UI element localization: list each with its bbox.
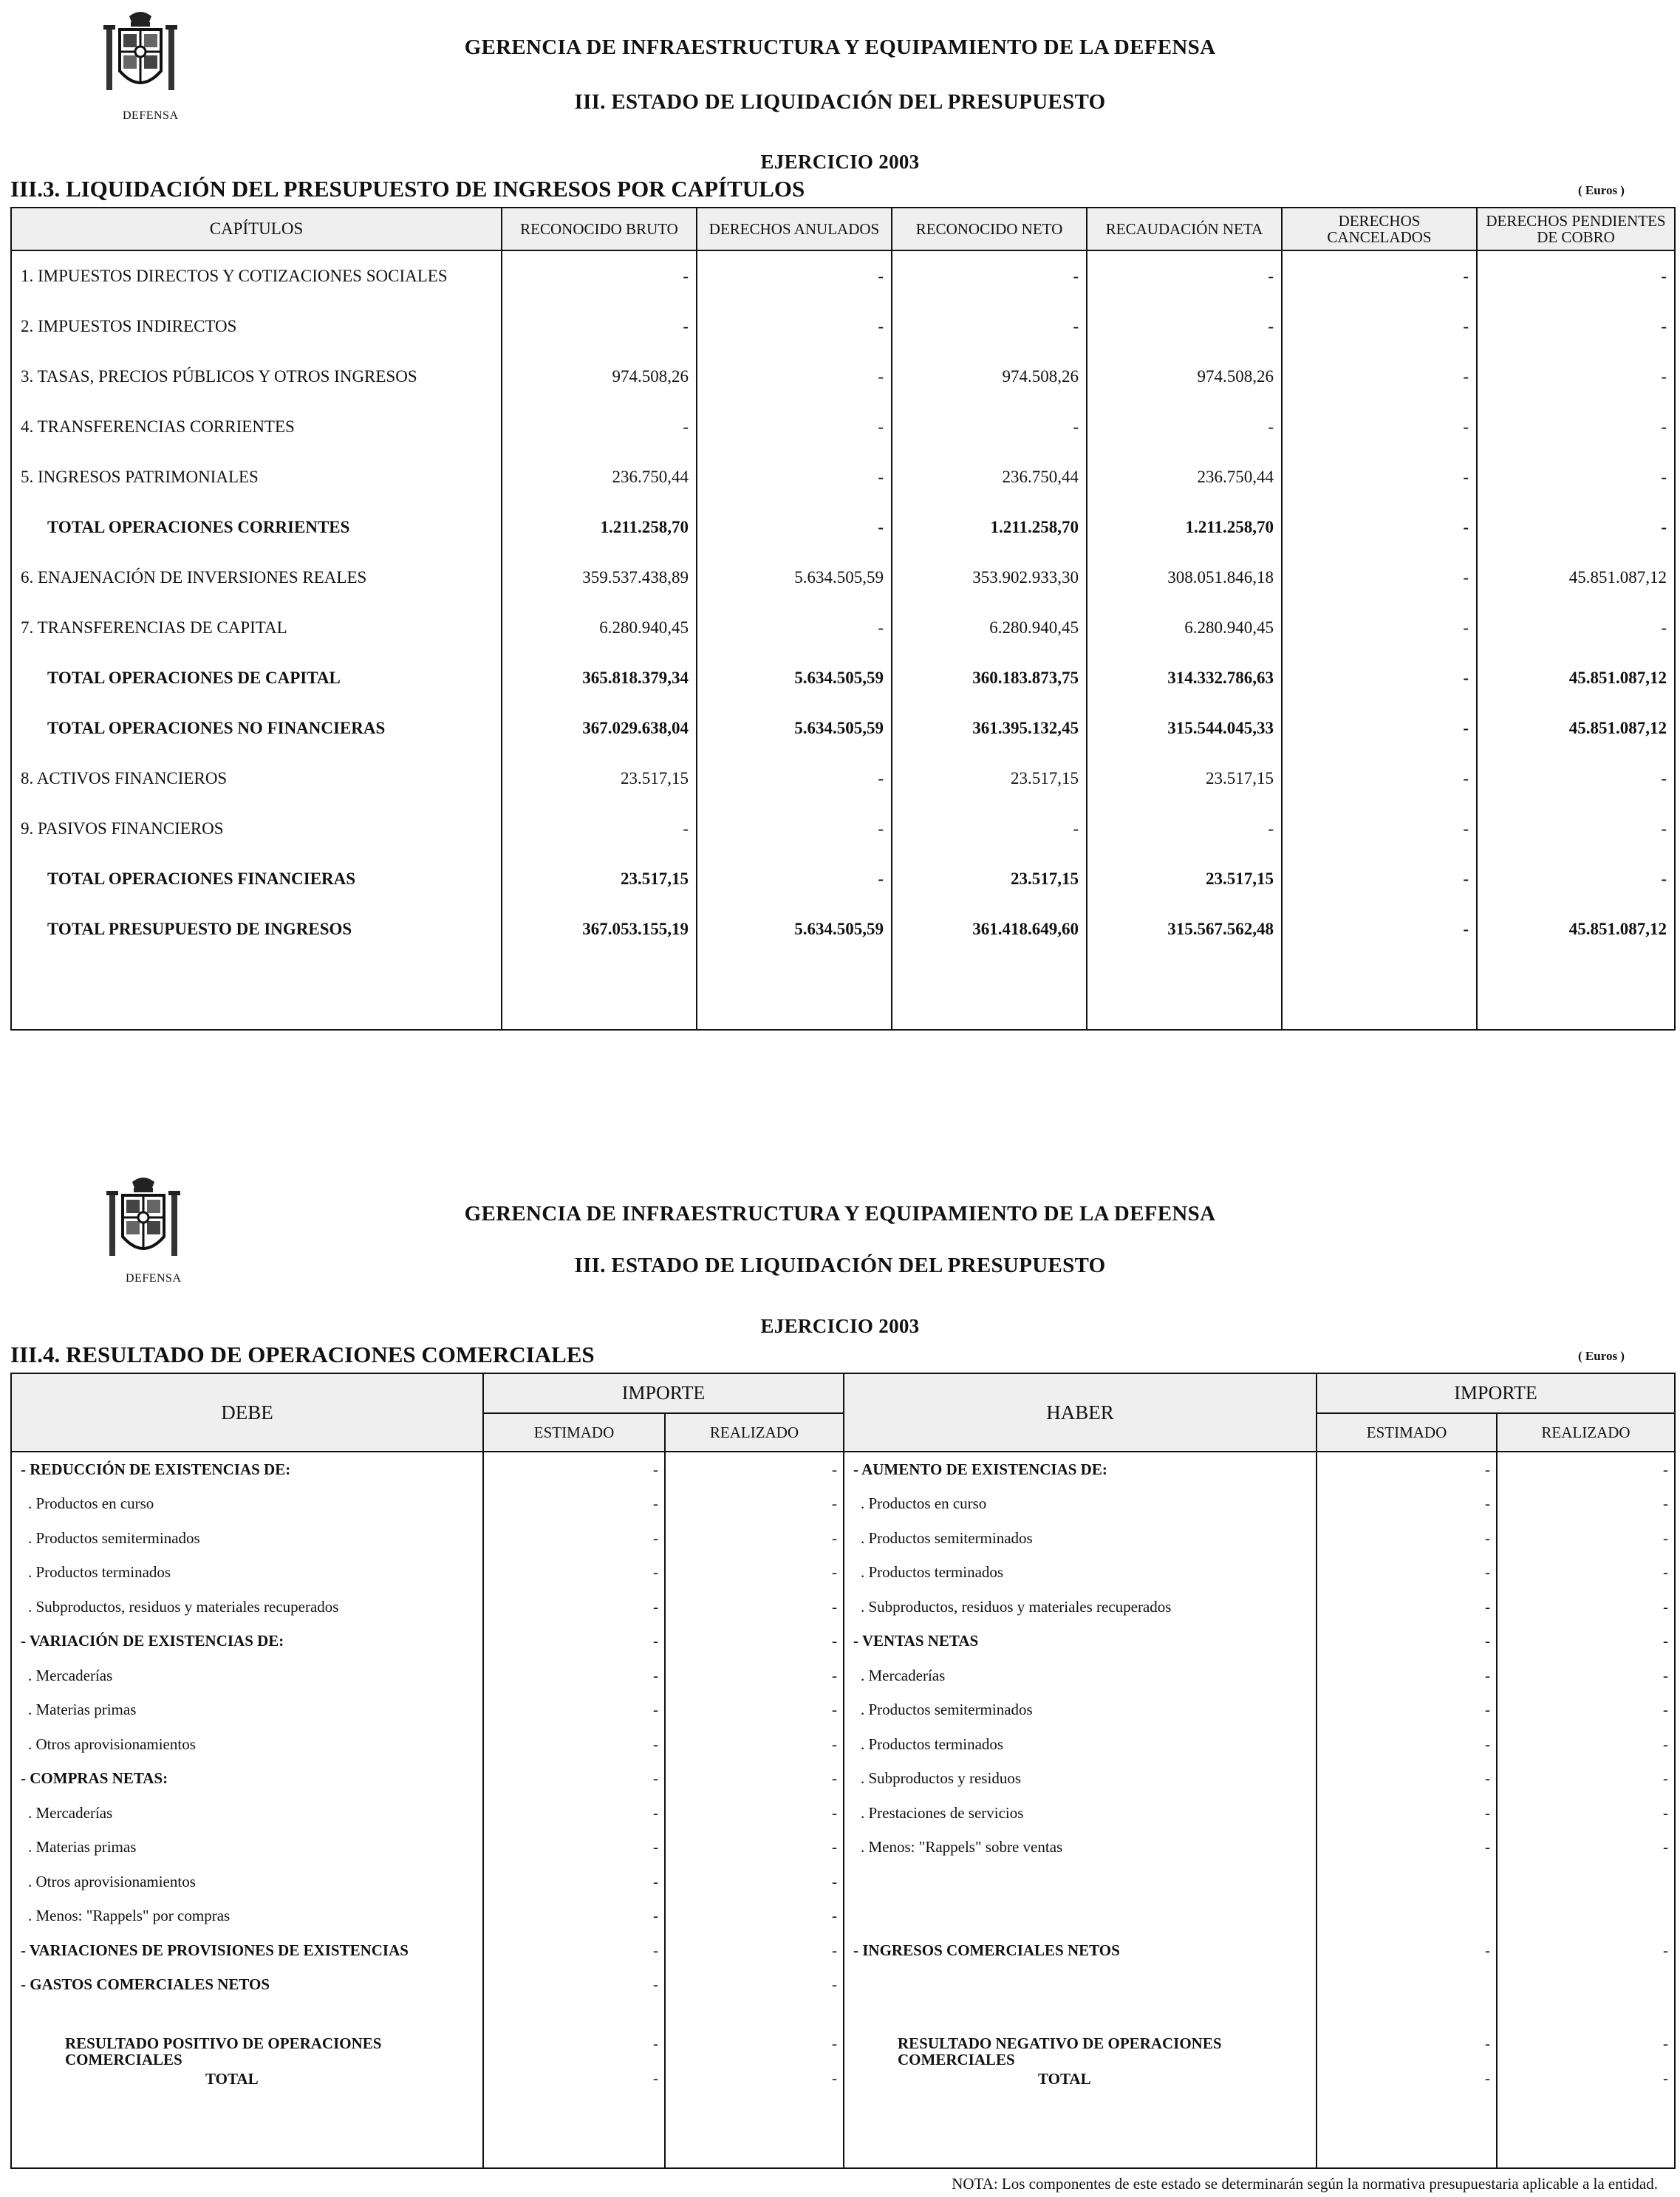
result-label: RESULTADO NEGATIVO DE OPERACIONES COMERCIALES [898,2034,1222,2068]
cell-value: - [697,452,892,502]
cell-value: 314.332.786,63 [1087,653,1282,703]
result-value: - [1485,2034,1490,2052]
row-label: 6. ENAJENACIÓN DE INVERSIONES REALES [11,553,502,603]
income-budget-table [10,207,1676,1031]
debe-estimado-value: - [483,1521,665,1556]
cell-value: - [1477,754,1675,804]
cell-value: 365.818.379,34 [502,653,697,703]
column-header: DERECHOS PENDIENTES DE COBRO [1477,208,1675,250]
cell-value: 5.634.505,59 [697,653,892,703]
debe-estimado-value: - [483,1762,665,1797]
debe-estimado-value: - [483,1556,665,1590]
table-row [11,1624,1675,1659]
empty-cell [892,954,1087,1030]
cell-value: 361.395.132,45 [892,703,1087,754]
table-row [11,904,1675,954]
haber-estimado-value: - [1317,1831,1497,1865]
cell-value: 6.280.940,45 [892,603,1087,653]
cell-value: 23.517,15 [892,754,1087,804]
haber-realizado-value [1497,1899,1675,1934]
total-label: TOTAL [1038,2070,1091,2088]
cell-value: - [502,402,697,452]
cell-value: - [1282,402,1477,452]
cell-value: - [1477,603,1675,653]
cell-value: - [1477,502,1675,553]
empty-cell [502,954,697,1030]
table-row [11,250,1675,301]
cell-value: 23.517,15 [1087,854,1282,904]
haber-realizado-value: - [1497,1831,1675,1865]
cell-value: 6.280.940,45 [1087,603,1282,653]
haber-realizado-value [1497,1968,1675,2003]
haber-label: . Menos: "Rappels" sobre ventas [844,1831,1317,1865]
cell-value: 367.029.638,04 [502,703,697,754]
cell-value: - [892,250,1087,301]
cell-value: 6.280.940,45 [502,603,697,653]
debe-realizado-value: - [665,1556,844,1590]
cell-value: 5.634.505,59 [697,904,892,954]
table-header-row [11,208,1675,250]
debe-label: . Productos terminados [11,1556,483,1590]
haber-label [844,1968,1317,2003]
haber-label: . Subproductos, residuos y materiales recuperados [844,1590,1317,1624]
debe-estimado-value: - [483,1624,665,1659]
haber-realizado-value: - [1497,1624,1675,1659]
total-value: - [832,2069,837,2087]
column-header: DERECHOS CANCELADOS [1282,208,1477,250]
table-row [11,402,1675,452]
debe-estimado-value: - [483,1968,665,2003]
table-row [11,553,1675,603]
column-header: RECONOCIDO BRUTO [502,208,697,250]
row-label: 5. INGRESOS PATRIMONIALES [11,452,502,502]
realizado-header: REALIZADO [1497,1413,1675,1452]
estimado-header: ESTIMADO [1317,1413,1497,1452]
debe-realizado-value: - [665,1624,844,1659]
organization-title: GERENCIA DE INFRAESTRUCTURA Y EQUIPAMIENTO DE LA DEFENSA [464,1202,1216,1226]
result-value: - [832,2034,837,2052]
table-row [11,1899,1675,1934]
section-title: III.3. LIQUIDACIÓN DEL PRESUPUESTO DE INGRESOS POR CAPÍTULOS [10,176,805,202]
debe-label: . Mercaderías [11,1796,483,1831]
debe-label: . Menos: "Rappels" por compras [11,1899,483,1934]
haber-realizado-value: - [1497,1556,1675,1590]
cell-value: - [697,301,892,352]
cell-value: - [1282,804,1477,854]
cell-value: - [1087,804,1282,854]
importe-header: IMPORTE [483,1373,844,1413]
haber-estimado-value: - [1317,1487,1497,1522]
haber-realizado-value: - [1497,1590,1675,1624]
debe-header: DEBE [11,1373,483,1452]
filler-row [11,2097,1675,2168]
table-row [11,854,1675,904]
row-label: 9. PASIVOS FINANCIEROS [11,804,502,854]
report-subtitle: III. ESTADO DE LIQUIDACIÓN DEL PRESUPUESTO [574,1254,1106,1277]
cell-value: - [697,502,892,553]
column-header: DERECHOS ANULADOS [697,208,892,250]
haber-estimado-value: - [1317,1624,1497,1659]
debe-estimado-value: - [483,1487,665,1522]
row-label: TOTAL OPERACIONES DE CAPITAL [11,653,502,703]
debe-realizado-value: - [665,1658,844,1693]
table-row [11,1590,1675,1624]
cell-value: - [502,804,697,854]
row-label: 1. IMPUESTOS DIRECTOS Y COTIZACIONES SOCIALES [11,250,502,301]
column-header: RECONOCIDO NETO [892,208,1087,250]
cell-value: 1.211.258,70 [502,502,697,553]
cell-value: 45.851.087,12 [1477,904,1675,954]
cell-value: 5.634.505,59 [697,553,892,603]
haber-estimado-value: - [1317,1933,1497,1968]
empty-cell [11,954,502,1030]
empty-cell [11,2002,483,2026]
debe-estimado-value: - [483,1831,665,1865]
debe-estimado-value: - [483,1865,665,1899]
cell-value: - [1087,250,1282,301]
row-label: TOTAL PRESUPUESTO DE INGRESOS [11,904,502,954]
cell-value: 359.537.438,89 [502,553,697,603]
result-value: - [653,2034,658,2052]
debe-label: . Subproductos, residuos y materiales recuperados [11,1590,483,1624]
debe-label: . Materias primas [11,1693,483,1728]
row-label: TOTAL OPERACIONES NO FINANCIERAS [11,703,502,754]
empty-cell [844,2097,1317,2168]
debe-realizado-value: - [665,1727,844,1762]
cell-value: 236.750,44 [1087,452,1282,502]
cell-value: 236.750,44 [892,452,1087,502]
debe-realizado-value: - [665,1590,844,1624]
debe-realizado-value: - [665,1933,844,1968]
cell-value: - [697,402,892,452]
debe-label: . Productos en curso [11,1487,483,1522]
debe-realizado-value: - [665,1865,844,1899]
cell-value: - [1282,250,1477,301]
haber-realizado-value: - [1497,1796,1675,1831]
result-value: - [1663,2034,1668,2052]
debe-label: - COMPRAS NETAS: [11,1762,483,1797]
cell-value: 974.508,26 [1087,352,1282,402]
table-row [11,1452,1675,1487]
cell-value: - [1282,904,1477,954]
table-row [11,804,1675,854]
cell-value: - [892,804,1087,854]
haber-realizado-value: - [1497,1693,1675,1728]
table-row [11,1968,1675,2003]
haber-header: HABER [844,1373,1317,1452]
empty-cell [1497,2002,1675,2026]
table-row [11,352,1675,402]
result-cell [11,2026,483,2097]
debe-estimado-value: - [483,1452,665,1487]
debe-realizado-value: - [665,1796,844,1831]
empty-cell [1317,2097,1497,2168]
haber-estimado-value: - [1317,1796,1497,1831]
debe-realizado-value: - [665,1968,844,2003]
debe-estimado-value: - [483,1590,665,1624]
haber-label: . Subproductos y residuos [844,1762,1317,1797]
row-label: TOTAL OPERACIONES CORRIENTES [11,502,502,553]
cell-value: - [1282,452,1477,502]
cell-value: - [1477,301,1675,352]
debe-label: - REDUCCIÓN DE EXISTENCIAS DE: [11,1452,483,1487]
debe-realizado-value: - [665,1521,844,1556]
haber-realizado-value: - [1497,1658,1675,1693]
empty-cell [1282,954,1477,1030]
table-row [11,1831,1675,1865]
filler-row [11,954,1675,1030]
debe-estimado-value: - [483,1899,665,1934]
cell-value: - [1477,402,1675,452]
fiscal-year: EJERCICIO 2003 [760,1315,920,1337]
table-row [11,301,1675,352]
haber-label: . Productos semiterminados [844,1521,1317,1556]
logo-label: DEFENSA [126,1272,182,1285]
cell-value: 1.211.258,70 [1087,502,1282,553]
cell-value: - [1282,502,1477,553]
cell-value: 360.183.873,75 [892,653,1087,703]
debe-estimado-value: - [483,1933,665,1968]
haber-realizado-value: - [1497,1487,1675,1522]
haber-realizado-value: - [1497,1933,1675,1968]
cell-value: - [1282,703,1477,754]
cell-value: 353.902.933,30 [892,553,1087,603]
haber-estimado-value: - [1317,1521,1497,1556]
haber-estimado-value: - [1317,1762,1497,1797]
cell-value: - [1477,352,1675,402]
result-value-cell [1317,2026,1497,2097]
haber-estimado-value [1317,1968,1497,2003]
cell-value: - [1477,804,1675,854]
empty-cell [11,2097,483,2168]
haber-estimado-value: - [1317,1556,1497,1590]
cell-value: - [1282,754,1477,804]
cell-value: - [1282,854,1477,904]
debe-label: - GASTOS COMERCIALES NETOS [11,1968,483,2003]
table-row [11,1865,1675,1899]
table-row [11,603,1675,653]
report-subtitle: III. ESTADO DE LIQUIDACIÓN DEL PRESUPUESTO [574,90,1106,114]
column-header: CAPÍTULOS [11,208,502,250]
empty-cell [697,954,892,1030]
haber-estimado-value [1317,1865,1497,1899]
footnote: NOTA: Los componentes de este estado se determinarán según la normativa presupuestaria aplicable a la entidad. [952,2175,1658,2193]
haber-realizado-value: - [1497,1452,1675,1487]
commercial-operations-table [10,1373,1676,2169]
cell-value: - [1477,854,1675,904]
table-row [11,703,1675,754]
debe-realizado-value: - [665,1831,844,1865]
result-row [11,2026,1675,2097]
cell-value: 23.517,15 [892,854,1087,904]
result-value-cell [1497,2026,1675,2097]
haber-estimado-value: - [1317,1590,1497,1624]
debe-label: . Materias primas [11,1831,483,1865]
result-cell [844,2026,1317,2097]
cell-value: 308.051.846,18 [1087,553,1282,603]
cell-value: - [1087,402,1282,452]
haber-realizado-value: - [1497,1762,1675,1797]
total-value: - [653,2069,658,2087]
table-row [11,1521,1675,1556]
cell-value: 361.418.649,60 [892,904,1087,954]
haber-label: . Productos terminados [844,1727,1317,1762]
debe-label: . Mercaderías [11,1658,483,1693]
cell-value: 23.517,15 [502,754,697,804]
units-label: ( Euros ) [1578,183,1625,197]
cell-value: - [1477,452,1675,502]
cell-value: - [502,250,697,301]
empty-cell [1477,954,1675,1030]
cell-value: 974.508,26 [502,352,697,402]
cell-value: 45.851.087,12 [1477,553,1675,603]
haber-estimado-value [1317,1899,1497,1934]
table-row [11,1693,1675,1728]
result-label: RESULTADO POSITIVO DE OPERACIONES COMERCIALES [65,2034,382,2068]
total-value: - [1485,2069,1490,2087]
section-title: III.4. RESULTADO DE OPERACIONES COMERCIALES [10,1342,595,1367]
debe-label: . Otros aprovisionamientos [11,1865,483,1899]
row-label: TOTAL OPERACIONES FINANCIERAS [11,854,502,904]
empty-cell [1317,2002,1497,2026]
haber-label: - VENTAS NETAS [844,1624,1317,1659]
empty-cell [1497,2097,1675,2168]
cell-value: - [1282,553,1477,603]
debe-label: . Productos semiterminados [11,1521,483,1556]
table-row [11,452,1675,502]
result-value-cell [483,2026,665,2097]
cell-value: - [1282,603,1477,653]
table-row [11,1487,1675,1522]
debe-realizado-value: - [665,1693,844,1728]
cell-value: 315.544.045,33 [1087,703,1282,754]
importe-header: IMPORTE [1317,1373,1675,1413]
result-value-cell [665,2026,844,2097]
debe-label: - VARIACIONES DE PROVISIONES DE EXISTENCIAS [11,1933,483,1968]
debe-estimado-value: - [483,1658,665,1693]
cell-value: - [697,352,892,402]
haber-label: . Mercaderías [844,1658,1317,1693]
empty-cell [665,2002,844,2026]
debe-estimado-value: - [483,1727,665,1762]
fiscal-year: EJERCICIO 2003 [760,151,920,173]
haber-estimado-value: - [1317,1693,1497,1728]
logo-label: DEFENSA [123,109,179,122]
empty-cell [483,2097,665,2168]
cell-value: - [1282,352,1477,402]
cell-value: - [1282,301,1477,352]
row-label: 3. TASAS, PRECIOS PÚBLICOS Y OTROS INGRESOS [11,352,502,402]
debe-realizado-value: - [665,1487,844,1522]
haber-estimado-value: - [1317,1727,1497,1762]
haber-realizado-value: - [1497,1521,1675,1556]
haber-label: . Prestaciones de servicios [844,1796,1317,1831]
empty-cell [483,2002,665,2026]
cell-value: - [892,301,1087,352]
cell-value: - [1087,301,1282,352]
cell-value: 367.053.155,19 [502,904,697,954]
table-row [11,1796,1675,1831]
cell-value: - [697,804,892,854]
cell-value: 974.508,26 [892,352,1087,402]
table-row [11,1556,1675,1590]
cell-value: 23.517,15 [1087,754,1282,804]
cell-value: - [697,754,892,804]
haber-label: . Productos terminados [844,1556,1317,1590]
row-label: 8. ACTIVOS FINANCIEROS [11,754,502,804]
cell-value: - [892,402,1087,452]
column-header: RECAUDACIÓN NETA [1087,208,1282,250]
debe-realizado-value: - [665,1452,844,1487]
cell-value: 23.517,15 [502,854,697,904]
empty-cell [665,2097,844,2168]
haber-label [844,1865,1317,1899]
haber-label: . Productos en curso [844,1487,1317,1522]
debe-estimado-value: - [483,1796,665,1831]
cell-value: - [697,250,892,301]
haber-realizado-value [1497,1865,1675,1899]
haber-label: - INGRESOS COMERCIALES NETOS [844,1933,1317,1968]
cell-value: 5.634.505,59 [697,703,892,754]
cell-value: - [697,854,892,904]
cell-value: 315.567.562,48 [1087,904,1282,954]
total-label: TOTAL [205,2070,259,2088]
total-value: - [1663,2069,1668,2087]
haber-label [844,1899,1317,1934]
table-row [11,1762,1675,1797]
empty-cell [1087,954,1282,1030]
table-row [11,502,1675,553]
cell-value: - [697,603,892,653]
haber-label: . Productos semiterminados [844,1693,1317,1728]
debe-realizado-value: - [665,1762,844,1797]
table-row [11,754,1675,804]
debe-estimado-value: - [483,1693,665,1728]
debe-label: . Otros aprovisionamientos [11,1727,483,1762]
cell-value: - [502,301,697,352]
haber-realizado-value: - [1497,1727,1675,1762]
debe-label: - VARIACIÓN DE EXISTENCIAS DE: [11,1624,483,1659]
units-label: ( Euros ) [1578,1349,1625,1363]
cell-value: - [1477,250,1675,301]
debe-realizado-value: - [665,1899,844,1934]
row-label: 7. TRANSFERENCIAS DE CAPITAL [11,603,502,653]
organization-title: GERENCIA DE INFRAESTRUCTURA Y EQUIPAMIENTO DE LA DEFENSA [464,35,1216,59]
haber-estimado-value: - [1317,1658,1497,1693]
cell-value: 236.750,44 [502,452,697,502]
cell-value: 1.211.258,70 [892,502,1087,553]
cell-value: 45.851.087,12 [1477,653,1675,703]
realizado-header: REALIZADO [665,1413,844,1452]
empty-cell [844,2002,1317,2026]
table-row [11,1658,1675,1693]
cell-value: - [1282,653,1477,703]
row-label: 4. TRANSFERENCIAS CORRIENTES [11,402,502,452]
haber-label: - AUMENTO DE EXISTENCIAS DE: [844,1452,1317,1487]
table-row [11,1727,1675,1762]
row-label: 2. IMPUESTOS INDIRECTOS [11,301,502,352]
haber-estimado-value: - [1317,1452,1497,1487]
estimado-header: ESTIMADO [483,1413,665,1452]
table-row [11,1933,1675,1968]
table-row [11,653,1675,703]
cell-value: 45.851.087,12 [1477,703,1675,754]
spacer-row [11,2002,1675,2026]
